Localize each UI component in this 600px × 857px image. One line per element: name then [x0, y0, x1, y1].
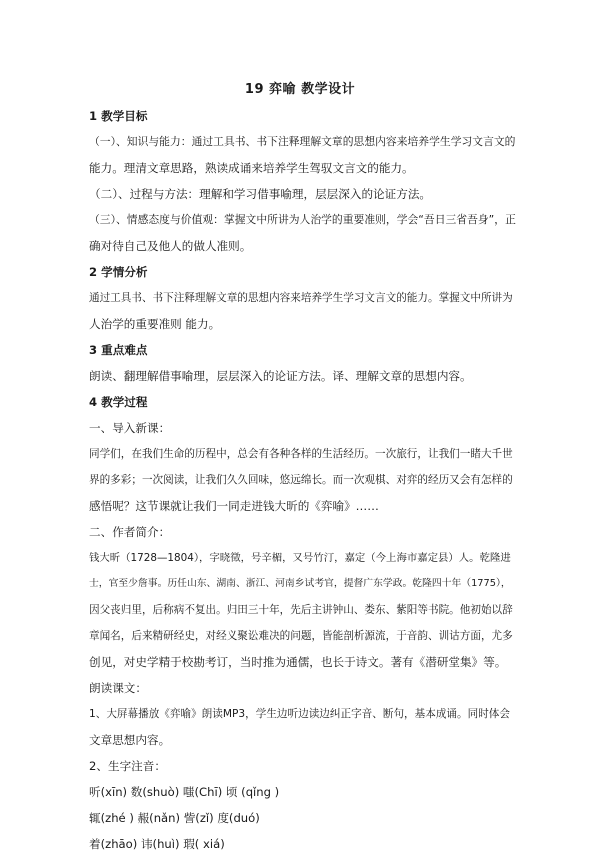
reading-heading: 朗读课文：: [89, 681, 147, 695]
intro-line: 同学们，在我们生命的历程中，总会有各种各样的生活经历。一次旅行，让我们一睹大千世: [89, 448, 513, 460]
section-heading-objectives: 1 教学目标: [89, 109, 148, 123]
document-title: 19 弈喻 教学设计: [244, 82, 356, 97]
objective-line: （三）、情感态度与价值观：掌握文中所讲为人治学的重要准则，学会“吾日三省吾身”，正: [89, 213, 516, 226]
author-line: 创见，对史学精于校勘考订，当时推为通儒，也长于诗文。著有《潜研堂集》等。: [89, 655, 507, 669]
author-line: 钱大昕（1728—1804），字晓徵，号辛楣，又号竹汀，嘉定（今上海市嘉定县）人。乾隆进: [89, 552, 511, 564]
section-heading-key-points: 3 重点难点: [89, 343, 148, 357]
author-line: 士，官至少詹事。历任山东、湖南、浙江、河南乡试考官，提督广东学政。乾隆四十年（1775），: [89, 578, 511, 589]
objective-line: （二）、过程与方法：理解和学习借事喻理，层层深入的论证方法。: [89, 187, 432, 201]
intro-line: 界的多彩；一次阅读，让我们久久回味，悠远绵长。而一次观棋、对弈的经历又会有怎样的: [89, 474, 513, 486]
objective-line: （一）、知识与能力：通过工具书、书下注释理解文章的思想内容来培养学生学习文言文的: [89, 135, 516, 148]
objective-line: 确对待自己及他人的做人准则。: [89, 239, 252, 253]
section-heading-process: 4 教学过程: [89, 395, 148, 409]
document-body: [89, 103, 516, 857]
reading-line: 1、大屏幕播放《弈喻》朗读MP3，学生边听边读边纠正字音、断句，基本成诵。同时体会: [89, 708, 510, 720]
author-line: 章闻名，后来精研经史，对经义聚讼难决的问题，皆能剖析源流，于音韵、训诂方面，尤多: [89, 630, 513, 642]
section-heading-analysis: 2 学情分析: [89, 265, 148, 279]
pronunciation-heading: 2、生字注音：: [89, 759, 166, 773]
author-line: 因父丧归里，后称病不复出。归田三十年，先后主讲钟山、娄东、紫阳等书院。他初始以辞: [89, 604, 513, 616]
objective-line: 能力。理清文章思路，熟读成诵来培养学生驾驭文言文的能力。: [89, 161, 414, 175]
key-points-line: 朗读、翻理解借事喻理，层层深入的论证方法。译、理解文章的思想内容。: [89, 369, 472, 383]
analysis-line: 人治学的重要准则 能力。: [89, 317, 221, 331]
intro-heading: 一、导入新课：: [89, 421, 171, 435]
pronunciation-line: 听(xīn) 数(shuò) 嗤(Chī) 顷 (qǐng ): [89, 785, 280, 799]
pronunciation-line: 辄(zhé ) 赧(nǎn) 訾(zǐ) 度(duó): [89, 811, 260, 825]
pronunciation-line: 着(zhāo) 讳(huì) 瑕( xiá): [89, 837, 225, 851]
author-heading: 二、作者简介：: [89, 525, 171, 539]
analysis-line: 通过工具书、书下注释理解文章的思想内容来培养学生学习文言文的能力。掌握文中所讲为: [89, 292, 513, 304]
intro-line: 感悟呢？这节课就让我们一同走进钱大昕的《弈喻》……: [89, 499, 379, 513]
reading-line: 文章思想内容。: [89, 733, 171, 747]
